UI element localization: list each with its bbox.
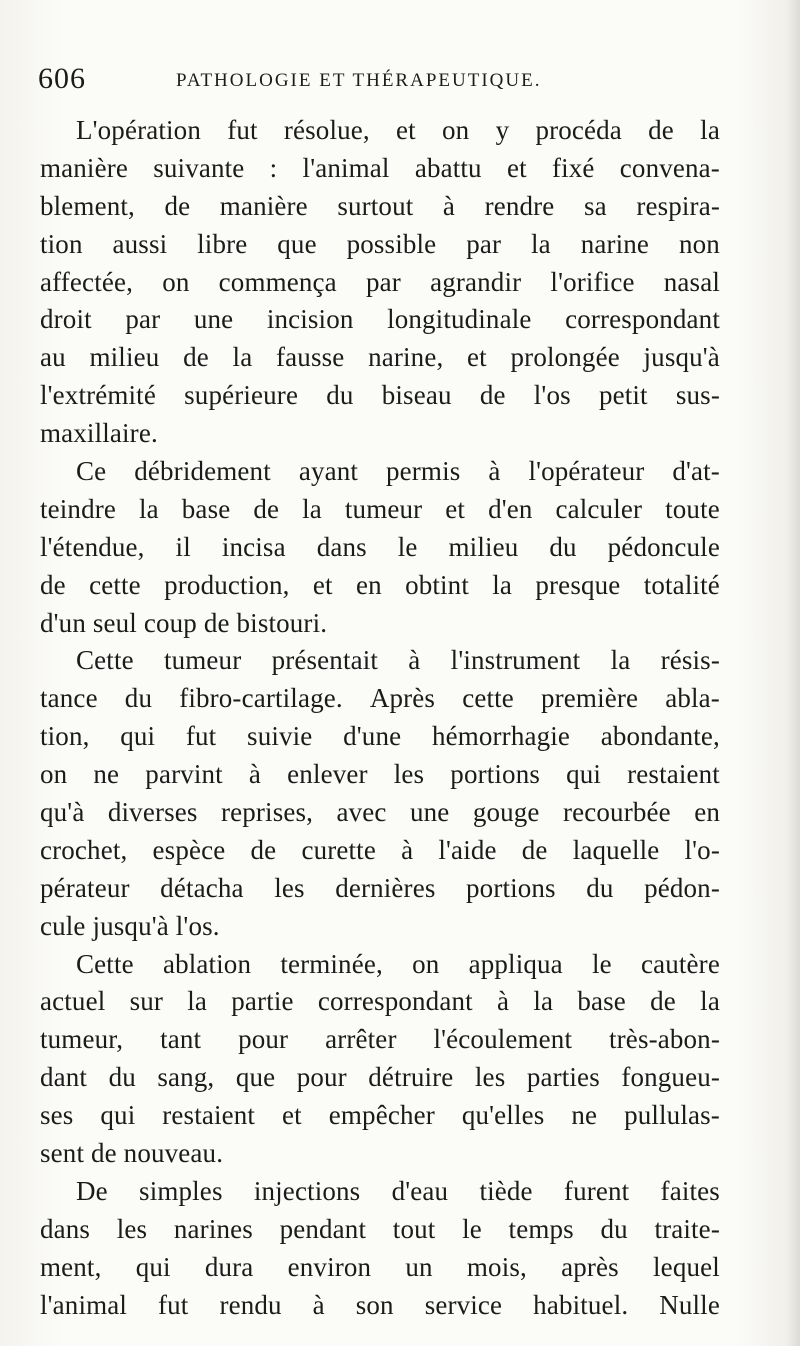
text-line: manière suivante : l'animal abattu et fixé convena- bbox=[40, 152, 720, 183]
text-line: pérateur détacha les dernières portions du pédon- bbox=[40, 872, 720, 903]
text-line: cule jusqu'à l'os. bbox=[40, 910, 220, 941]
text-line: au milieu de la fausse narine, et prolongée jusqu'à bbox=[40, 342, 720, 373]
text-line: d'un seul coup de bistouri. bbox=[40, 607, 328, 638]
text-line: sent de nouveau. bbox=[40, 1138, 224, 1169]
text-line: tion, qui fut suivie d'une hémorrhagie abondante, bbox=[40, 721, 720, 752]
page-number: 606 bbox=[38, 62, 86, 95]
text-line: dans les narines pendant tout le temps du traite- bbox=[40, 1213, 720, 1244]
paragraph bbox=[40, 112, 720, 453]
text-line: de cette production, et en obtint la presque totalité bbox=[40, 569, 720, 600]
text-line: De simples injections d'eau tiède furent faites bbox=[76, 1175, 720, 1206]
text-line: ses qui restaient et empêcher qu'elles ne pullulas- bbox=[40, 1100, 720, 1131]
text-body bbox=[40, 112, 720, 1325]
page-header bbox=[38, 62, 738, 102]
paragraph bbox=[40, 1173, 720, 1325]
text-line: l'extrémité supérieure du biseau de l'os petit sus- bbox=[40, 380, 720, 411]
text-line: tance du fibro-cartilage. Après cette première abla- bbox=[40, 683, 720, 714]
text-line: blement, de manière surtout à rendre sa respira- bbox=[40, 190, 720, 221]
text-line: tion aussi libre que possible par la narine non bbox=[40, 228, 720, 259]
text-line: teindre la base de la tumeur et d'en calculer toute bbox=[40, 493, 720, 524]
text-line: Cette ablation terminée, on appliqua le cautère bbox=[76, 948, 720, 979]
text-line: tumeur, tant pour arrêter l'écoulement très-abon- bbox=[40, 1024, 720, 1055]
text-line: dant du sang, que pour détruire les parties fongueu- bbox=[40, 1062, 720, 1093]
text-line: actuel sur la partie correspondant à la base de la bbox=[40, 986, 720, 1017]
text-line: crochet, espèce de curette à l'aide de laquelle l'o- bbox=[40, 834, 720, 865]
text-line: l'animal fut rendu à son service habituel. Nulle bbox=[40, 1289, 720, 1320]
text-line: on ne parvint à enlever les portions qui restaient bbox=[40, 759, 720, 790]
text-line: affectée, on commença par agrandir l'orifice nasal bbox=[40, 266, 720, 297]
text-line: qu'à diverses reprises, avec une gouge recourbée en bbox=[40, 797, 720, 828]
text-line: l'étendue, il incisa dans le milieu du pédoncule bbox=[40, 531, 720, 562]
running-title: PATHOLOGIE ET THÉRAPEUTIQUE. bbox=[176, 70, 542, 91]
page-edge-shadow bbox=[786, 0, 800, 1346]
paragraph bbox=[40, 946, 720, 1173]
paragraph bbox=[40, 453, 720, 642]
text-line: maxillaire. bbox=[40, 418, 158, 449]
text-line: ment, qui dura environ un mois, après lequel bbox=[40, 1251, 720, 1282]
text-line: L'opération fut résolue, et on y procéda de la bbox=[76, 115, 720, 145]
text-line: Ce débridement ayant permis à l'opérateur d'at- bbox=[76, 456, 720, 487]
text-line: Cette tumeur présentait à l'instrument la résis- bbox=[76, 645, 720, 676]
text-line: droit par une incision longitudinale correspondant bbox=[40, 304, 720, 335]
paragraph bbox=[40, 642, 720, 945]
